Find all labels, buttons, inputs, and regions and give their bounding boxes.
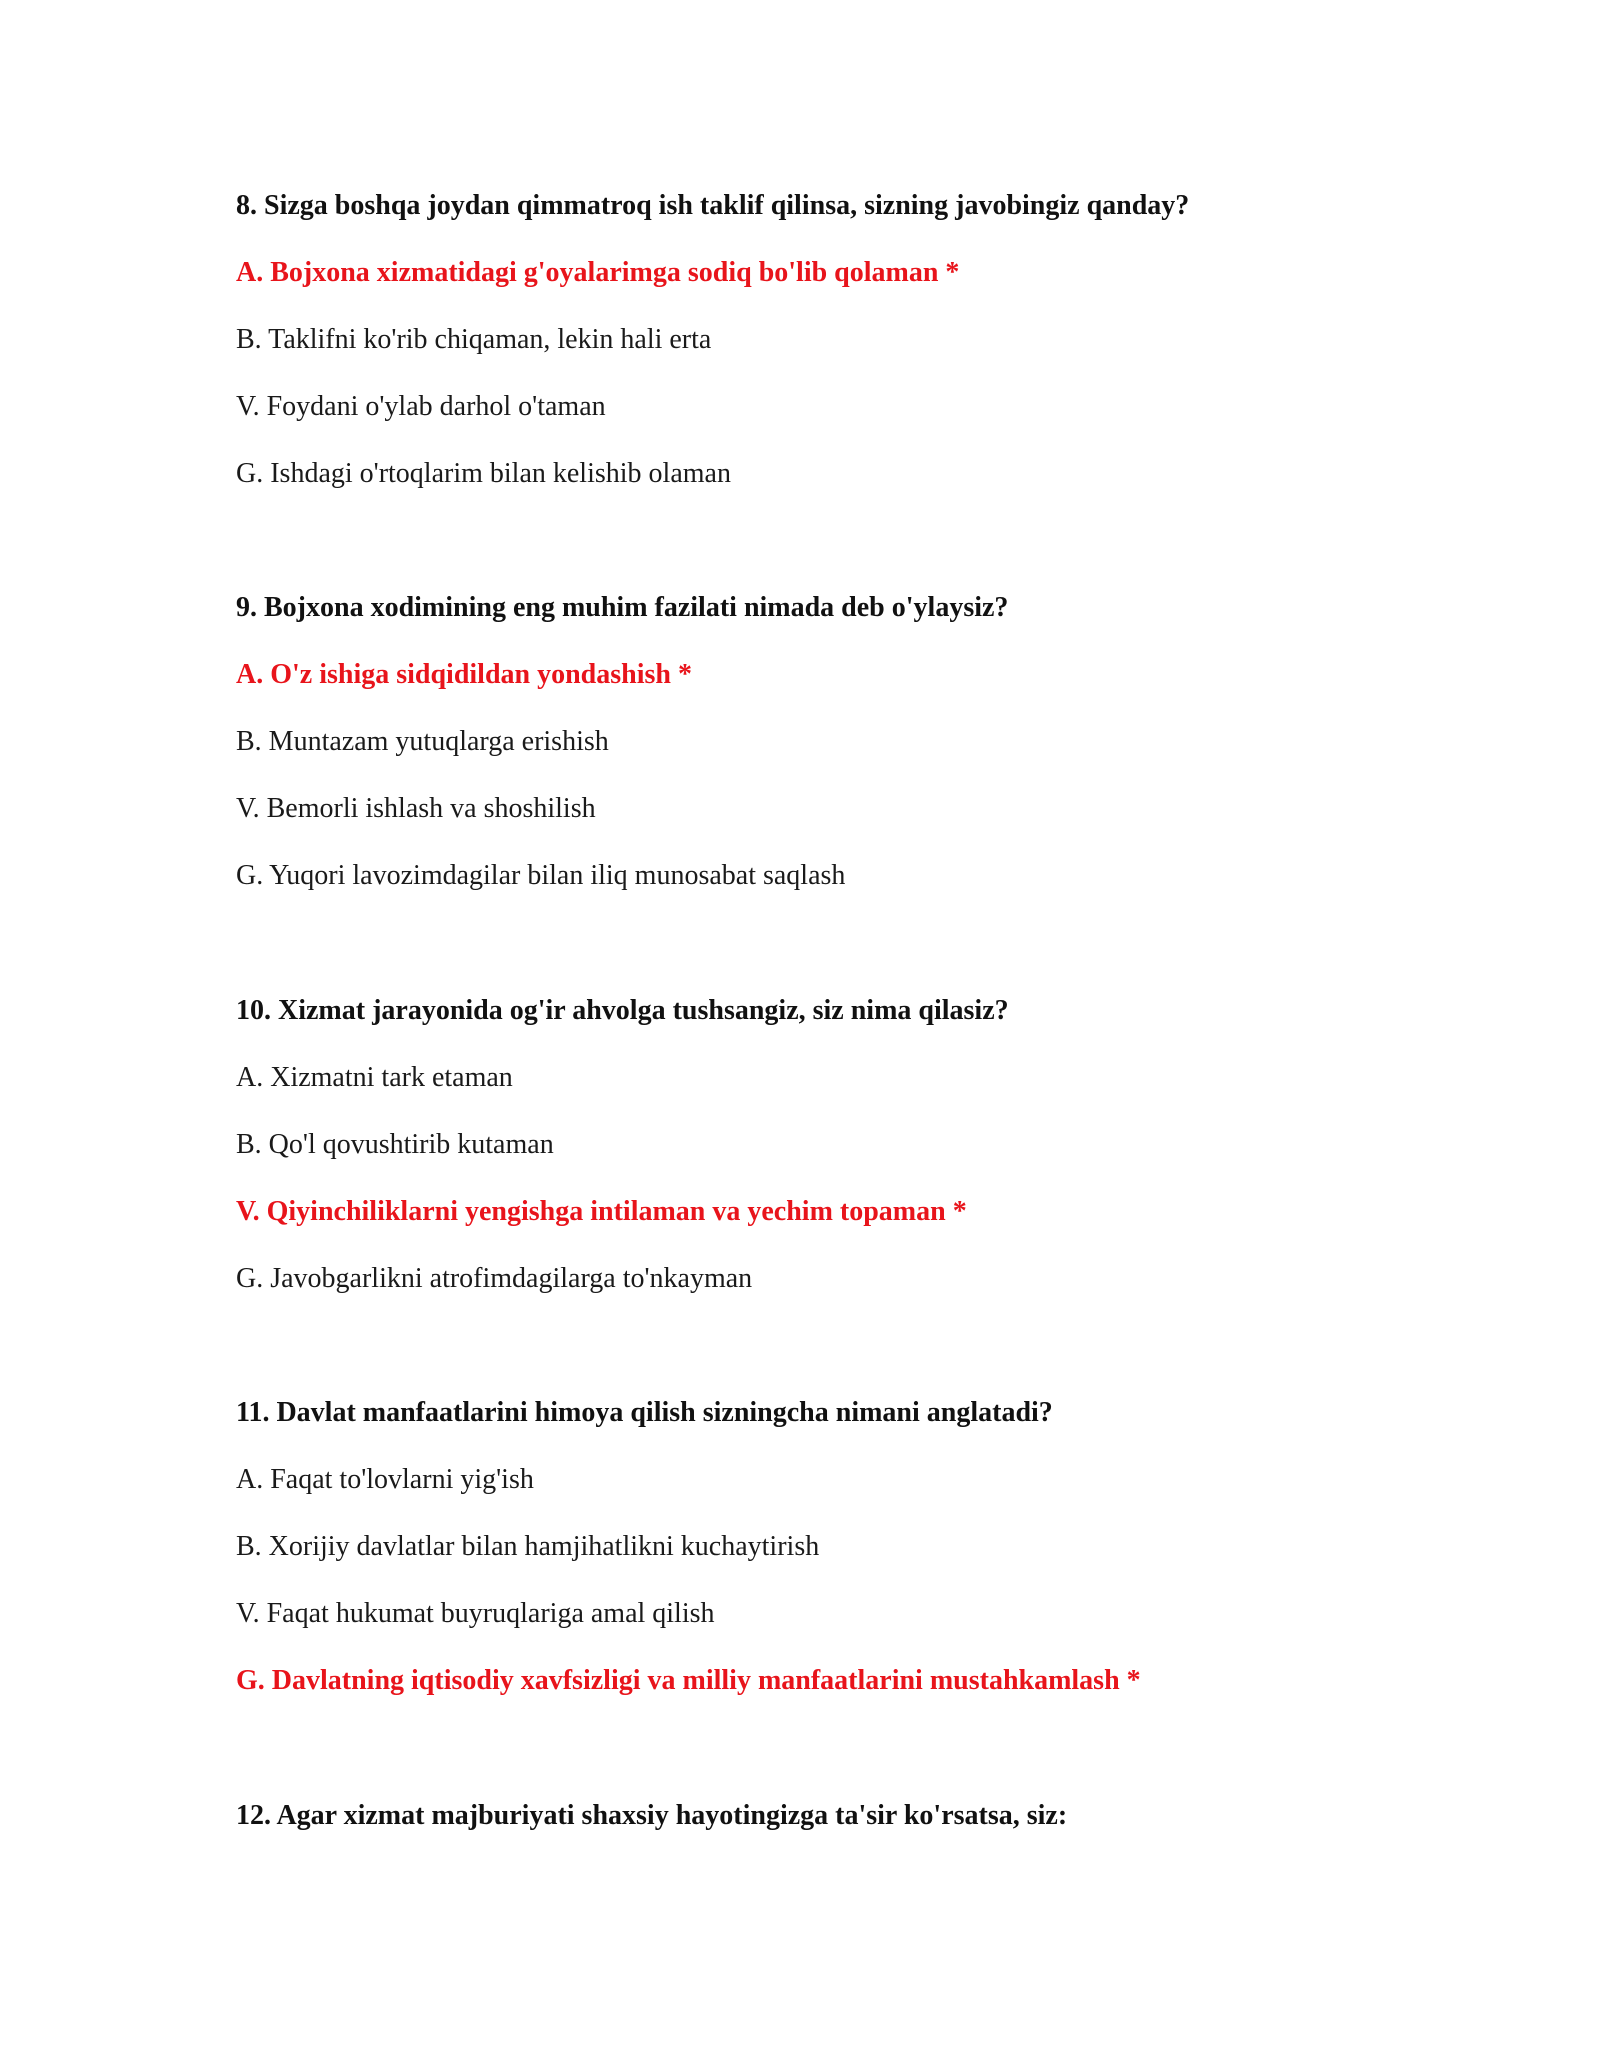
answer-option: V. Foydani o'ylab darhol o'taman bbox=[236, 391, 606, 422]
answer-option: V. Bemorli ishlash va shoshilish bbox=[236, 793, 596, 824]
answer-option: B. Taklifni ko'rib chiqaman, lekin hali erta bbox=[236, 324, 712, 355]
answer-option: B. Qo'l qovushtirib kutaman bbox=[236, 1129, 554, 1160]
answer-option: B. Xorijiy davlatlar bilan hamjihatlikni kuchaytirish bbox=[236, 1531, 820, 1562]
answer-option: G. Javobgarlikni atrofimdagilarga to'nkayman bbox=[236, 1263, 753, 1294]
answer-option-correct: A. Bojxona xizmatidagi g'oyalarimga sodiq bo'lib qolaman * bbox=[236, 257, 960, 288]
answer-option: G. Yuqori lavozimdagilar bilan iliq munosabat saqlash bbox=[236, 860, 846, 891]
answer-option-correct: V. Qiyinchiliklarni yengishga intilaman va yechim topaman * bbox=[236, 1196, 967, 1227]
question-text: 11. Davlat manfaatlarini himoya qilish sizningcha nimani anglatadi? bbox=[236, 1397, 1053, 1428]
question-text: 12. Agar xizmat majburiyati shaxsiy hayotingizga ta'sir ko'rsatsa, siz: bbox=[236, 1800, 1068, 1831]
question-text: 10. Xizmat jarayonida og'ir ahvolga tushsangiz, siz nima qilasiz? bbox=[236, 995, 1009, 1026]
answer-option: A. Faqat to'lovlarni yig'ish bbox=[236, 1464, 534, 1495]
answer-option: V. Faqat hukumat buyruqlariga amal qilish bbox=[236, 1598, 715, 1629]
answer-option-correct: A. O'z ishiga sidqidildan yondashish * bbox=[236, 659, 692, 690]
answer-option: B. Muntazam yutuqlarga erishish bbox=[236, 726, 609, 757]
answer-option: G. Ishdagi o'rtoqlarim bilan kelishib olaman bbox=[236, 458, 731, 489]
question-text: 9. Bojxona xodimining eng muhim fazilati nimada deb o'ylaysiz? bbox=[236, 592, 1009, 623]
question-text: 8. Sizga boshqa joydan qimmatroq ish taklif qilinsa, sizning javobingiz qanday? bbox=[236, 190, 1190, 221]
answer-option: A. Xizmatni tark etaman bbox=[236, 1062, 513, 1093]
answer-option-correct: G. Davlatning iqtisodiy xavfsizligi va milliy manfaatlarini mustahkamlash * bbox=[236, 1665, 1141, 1696]
